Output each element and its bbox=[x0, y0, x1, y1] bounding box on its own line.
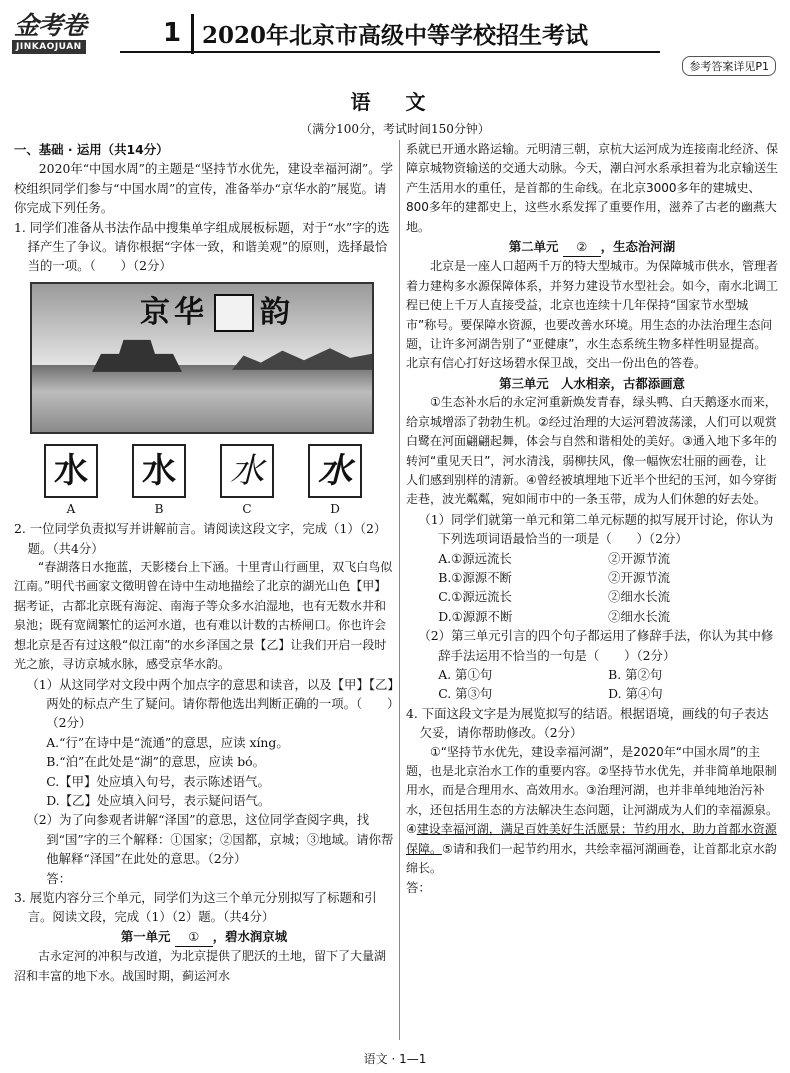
question-1: 1. 同学们准备从书法作品中搜集单字组成展板标题，对于“水”字的选择产生了争议。请你根据“字体一致，和谐美观”的原则，选择最恰当的一项。（ ）（2分） bbox=[14, 219, 390, 274]
option-c[interactable]: C. 第③句 bbox=[438, 686, 493, 702]
unit-2-blank[interactable]: ② bbox=[563, 237, 601, 257]
header-rule bbox=[120, 51, 660, 53]
unit-1-text: 古永定河的冲积与改道，为北京提供了肥沃的土地，留下了大量湖沼和丰富的地下水。战国时期，蓟运河水 bbox=[14, 949, 387, 983]
q3-1-option-row-c[interactable] bbox=[406, 587, 778, 606]
q3-1-option-row-a[interactable] bbox=[406, 549, 778, 568]
photo-water bbox=[32, 365, 372, 432]
character-options bbox=[44, 444, 362, 519]
option-part: ②细水长流 bbox=[608, 589, 671, 605]
unit-3-title: 第三单元 人水相亲，古都添画意 bbox=[499, 375, 685, 391]
photo-title-blank bbox=[214, 294, 254, 332]
q4-text-a: ①“坚持节水优先，建设幸福河湖”，是2020年“中国水周”的主题，也是北京治水工作的重要内容。②坚持节水优先，并非简单地限制用水，而是合理用水、高效用水。③治理河湖，也并非单纯地治污补水，还包括用生态的方法解决生态问题，让河湖成为人们的幸福源泉。④ bbox=[406, 744, 779, 837]
section-heading: 一、基础 · 运用（共14分） bbox=[14, 142, 169, 157]
logo-en: JINKAOJUAN bbox=[12, 40, 86, 54]
exhibition-photo bbox=[30, 282, 374, 434]
q3-1-option-row-b[interactable] bbox=[406, 568, 778, 587]
column-divider bbox=[399, 140, 400, 1040]
answer-label: 答： bbox=[46, 870, 72, 886]
page-footer: 语文 · 1—1 bbox=[363, 1052, 427, 1066]
photo-title-b: 韵 bbox=[260, 295, 294, 331]
unit-1-title bbox=[14, 927, 394, 947]
intro-paragraph: 2020年“中国水周”的主题是“坚持节水优先，建设幸福河湖”。学校组织同学们参与“中国水周”的宣传，准备举办“京华水韵”展览。请你完成下列任务。 bbox=[14, 161, 394, 216]
logo: 金考卷 bbox=[14, 11, 87, 40]
question-2: 2. 一位同学负责拟写并讲解前言。请阅读这段文字，完成（1）（2）题。（共4分） bbox=[14, 521, 387, 556]
unit-2-text: 北京是一座人口超两千万的特大型城市。为保障城市供水，管理者着力建构多水源保障体系，并努力建设节水型社会。如今，南水北调工程已使上千万人直接受益，北京也连续十几年保持“国家节水型城市”称号。要保障水资源，也要改善水环境。用生态的办法治理生态问题，让许多河湖告别了“亚健康”，水生态系统生物多样性明显提高。北京有信心打好这场碧水保卫战，交出一份出色的答卷。 bbox=[406, 259, 779, 371]
page-header bbox=[0, 0, 790, 75]
question-4: 4. 下面这段文字是为展览拟写的结语。根据语境，画线的句子表达欠妥，请你帮助修改。（2分） bbox=[406, 705, 769, 741]
char-label: A bbox=[66, 501, 76, 516]
exam-meta: （满分100分，考试时间150分钟） bbox=[300, 122, 490, 136]
q3-2-option-row-1[interactable] bbox=[406, 665, 778, 684]
unit-2-title bbox=[406, 237, 778, 257]
question-2-1: （1）从这同学对文段中两个加点字的意思和读音，以及【甲】【乙】两处的标点产生了疑问。请你帮他选出判断正确的一项。（ ）（2分） bbox=[26, 676, 394, 731]
char-glyph: 水 bbox=[308, 444, 362, 498]
photo-title bbox=[140, 294, 294, 332]
char-option-c[interactable] bbox=[220, 444, 274, 519]
option-part: ②开源节流 bbox=[608, 550, 671, 566]
q2-1-option-a[interactable]: A.“行”在诗中是“流通”的意思，应读 xíng。 bbox=[46, 734, 289, 750]
char-option-b[interactable] bbox=[132, 444, 186, 519]
option-part: A.①源远流长 bbox=[438, 550, 512, 566]
option-part: B.①源源不断 bbox=[438, 569, 512, 585]
unit-1-prefix: 第一单元 bbox=[120, 928, 171, 944]
option-part: D.①源源不断 bbox=[438, 608, 513, 624]
unit-1-text-continued: 系就已开通水路运输。元明清三朝，京杭大运河成为连接南北经济、保障京城物资输送的交通大动脉。今天，潮白河水系承担着为北京输送生产生活用水的重任，是首都的生命线。在北京3000多年的建城史、800多年的建都史上，这些水系发挥了重要作用，滋养了古老的幽燕大地。 bbox=[406, 142, 779, 234]
question-3-2: （2）第三单元引言的四个句子都运用了修辞手法，你认为其中修辞手法运用不恰当的一句是（ ）（2分） bbox=[418, 628, 774, 663]
unit-2-prefix: 第二单元 bbox=[508, 239, 559, 255]
question-2-2: （2）为了向参观者讲解“泽国”的意思，这位同学查阅字典，找到“国”字的三个解释：①国家；②国都，京城；③地域。请你帮他解释“泽国”在此处的意思。（2分） bbox=[26, 812, 394, 867]
char-glyph: 水 bbox=[220, 444, 274, 498]
q3-2-option-row-2[interactable] bbox=[406, 684, 778, 703]
q2-1-option-b[interactable]: B.“泊”在此处是“湖”的意思，应读 bó。 bbox=[46, 754, 266, 770]
char-glyph: 水 bbox=[44, 444, 98, 498]
unit-3-text: ①生态补水后的永定河重新焕发青春，绿头鸭、白天鹅逐水而来，给京城增添了勃勃生机。②经过治理的大运河碧波荡漾，人们可以观赏白鹭在河面翩翩起舞，体会与自然和谐相处的美好。③通入地下多年的转河“重见天日”，河水清浅，弱柳扶风，像一幅恢宏壮丽的画卷，让人们感到别样的清新。④曾经被填埋地下近半个世纪的玉河，如今穿街走巷，波光粼粼，宛如闹市中的一条玉带，成为人们休憩的好去处。 bbox=[406, 395, 777, 507]
header-bar bbox=[191, 14, 194, 54]
q4-underlined-sentence: 建设幸福河湖，满足百姓美好生活愿景；节约用水，助力首都水资源保障。 bbox=[406, 822, 777, 856]
option-part: ②开源节流 bbox=[608, 569, 671, 585]
option-b[interactable]: B. 第②句 bbox=[608, 666, 663, 682]
option-a[interactable]: A. 第①句 bbox=[438, 666, 493, 682]
q2-1-option-d[interactable]: D.【乙】处应填入问号，表示疑问语气。 bbox=[46, 792, 271, 808]
paper-number: 1 bbox=[163, 18, 182, 48]
char-label: D bbox=[330, 501, 340, 516]
answer-note: 参考答案详见P1 bbox=[682, 56, 776, 76]
question-3: 3. 展览内容分三个单元，同学们为这三个单元分别拟写了标题和引言。阅读文段，完成（1）（2）题。（共4分） bbox=[14, 889, 377, 925]
question-2-passage: “春湖落日水拖蓝，天影楼台上下涵。十里青山行画里，双飞白鸟似江南。”明代书画家文徵明曾在诗中生动地描绘了北京的湖光山色【甲】据考证，古都北京既有海淀、南海子等众多水泊湿地，也有无数水井和泉池；既有宽阔繁忙的运河水道，也有难以计数的古桥闸口。你也许会想北京是否有过这般“似江南”的水乡泽国之景【乙】让我们开启一段时光之旅，寻访京城水脉，感受京华水韵。 bbox=[14, 560, 393, 672]
option-part: C.①源远流长 bbox=[438, 589, 512, 605]
exam-title: 2020年北京市高级中等学校招生考试 bbox=[202, 22, 589, 49]
photo-title-a: 京华 bbox=[140, 295, 208, 331]
unit-1-blank[interactable]: ① bbox=[175, 927, 213, 947]
char-label: C bbox=[242, 501, 252, 516]
char-glyph: 水 bbox=[132, 444, 186, 498]
char-option-a[interactable] bbox=[44, 444, 98, 519]
char-option-d[interactable] bbox=[308, 444, 362, 519]
q3-1-option-row-d[interactable] bbox=[406, 607, 778, 626]
answer-label: 答： bbox=[406, 880, 431, 896]
option-part: ②细水长流 bbox=[608, 608, 671, 624]
q4-text-b: ⑤请和我们一起节约用水，共绘幸福河湖画卷，让首都北京水韵绵长。 bbox=[406, 841, 777, 876]
unit-1-suffix: ，碧水润京城 bbox=[212, 928, 288, 944]
question-4-passage bbox=[406, 743, 778, 879]
char-label: B bbox=[154, 501, 164, 516]
left-column bbox=[14, 140, 394, 986]
option-d[interactable]: D. 第④句 bbox=[608, 686, 663, 702]
q2-1-option-c[interactable]: C.【甲】处应填入句号，表示陈述语气。 bbox=[46, 773, 270, 789]
unit-2-suffix: ，生态治河湖 bbox=[600, 239, 676, 255]
right-column bbox=[406, 140, 778, 898]
question-3-1: （1）同学们就第一单元和第二单元标题的拟写展开讨论，你认为下列选项词语最恰当的一项是（ ）（2分） bbox=[418, 511, 774, 547]
subject-title: 语 文 bbox=[350, 90, 440, 114]
